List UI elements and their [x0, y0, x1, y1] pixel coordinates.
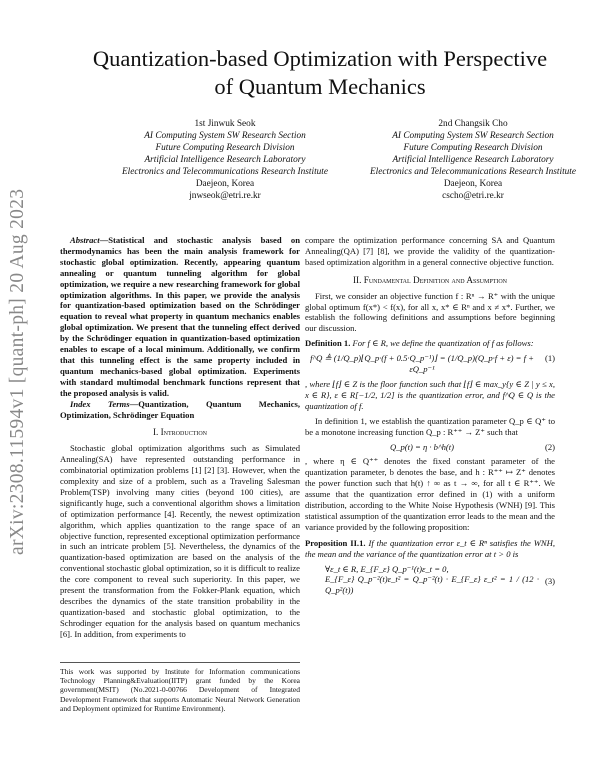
equation-1	[305, 353, 555, 375]
author-affiliation: AI Computing System SW Research Section	[144, 131, 306, 141]
title-line-1: Quantization-based Optimization with Perspective	[92, 46, 548, 71]
author-email: jnwseok@etri.re.kr	[189, 191, 261, 201]
proposition-label: Proposition II.1.	[305, 537, 366, 548]
equation-1-number: (1)	[544, 353, 555, 364]
paper-title	[50, 45, 590, 101]
author-affiliation: Artificial Intelligence Research Laboratory	[392, 155, 554, 165]
author-affiliation: Future Computing Research Division	[155, 143, 295, 153]
definition-1-label: Definition 1.	[305, 338, 351, 349]
intro-continuation: compare the optimization performance concerning SA and Quantum Annealing(QA) [7] [8], we provide the validity of the quantization-based optimization algorithm in a general connective objective function.	[305, 235, 555, 267]
abstract-label: Abstract	[70, 235, 100, 245]
equation-3	[305, 564, 555, 597]
equation-1-explanation: , where ⌊f⌋ ∈ Z is the floor function such that ⌊f⌋ ∈ max_y{y ∈ Z | y ≤ x, x ∈ R}, ε ∈ R[−1/2, 1/2] is the quantization error, and f^Q ∈ Q is the quantization of f.	[305, 378, 555, 411]
left-column	[60, 235, 300, 640]
author-name: 1st Jinwuk Seok	[194, 119, 256, 129]
author-email: cscho@etri.re.kr	[442, 191, 504, 201]
equation-2	[305, 442, 555, 453]
title-line-2: of Quantum Mechanics	[214, 74, 426, 99]
author-affiliation: AI Computing System SW Research Section	[392, 131, 554, 141]
section-heading-introduction: I. Introduction	[152, 427, 208, 438]
equation-1-body: f^Q ≜ (1/Q_p)⌊Q_p·(f + 0.5·Q_p⁻¹)⌋ = (1/Q_p)(Q_p·f + ε) = f + εQ_p⁻¹	[310, 353, 534, 375]
abstract	[60, 235, 300, 399]
proposition-2-1	[305, 538, 555, 560]
definition-1-text: For f ∈ R, we define the quantization of f as follows:	[352, 338, 534, 349]
author-affiliation: Future Computing Research Division	[403, 143, 543, 153]
equation-3-number: (3)	[544, 575, 555, 586]
definition-1-discussion: In definition 1, we establish the quantization parameter Q_p ∈ Q⁺ to be a monotone increasing function Q_p : R⁺⁺ → Z⁺ such that	[305, 415, 555, 437]
definition-1	[305, 338, 555, 349]
abstract-text: —Statistical and stochastic analysis based on thermodynamics has been the main analysis framework for stochastic global optimization. Recently, appearing quantum annealing or quantum tunneling algorithm for global optimization, we require a new researching framework for global optimization algorithms. In this paper, we provide the analysis for quantization-based optimization based on the Schrödinger equation to reveal what property in quantum mechanics enables global optimization. We present that the tunneling effect derived by the Schrödinger equation in quantization-based optimization enables to escape of a local minimum. Additionally, we confirm that this tunneling effect is the same property included in quantum mechanics-based global optimization. Experiments with standard multimodal benchmark functions represent that the proposed analysis is valid.	[60, 235, 300, 398]
equation-2-explanation: , where η ∈ Q⁺⁺ denotes the fixed constant parameter of the quantization parameter, b denotes the base, and h : R⁺⁺ ↦ Z⁺ denotes the power function such that h(t) ↑ ∞ as t → ∞, for all t ∈ R⁺⁺. We assume that the quantization error defined in (1) with a uniform distribution, according to the White Noise Hypothesis (WNH) [9]. This statistical assumption of the quantization error leads to the mean and the variance provided by the following proposition:	[305, 456, 555, 532]
section-heading-fundamentals: II. Fundamental Definition and Assumption	[353, 274, 507, 285]
equation-3-line-1: ∀ε_t ∈ R, E_{F_ε} Q_p⁻¹(t)ε_t = 0,	[325, 563, 449, 574]
author-city: Daejeon, Korea	[443, 179, 503, 189]
arxiv-identifier: arXiv:2308.11594v1 [quant-ph] 20 Aug 2023	[7, 188, 28, 555]
introduction-paragraph: Stochastic global optimization algorithms such as Simulated Annealing(SA) have represented outstanding performance in combinatorial optimization problems [1] [2] [3]. However, when the complexity and size of a problem, such as a Traveling Salesman Problem(TSP) involving many cities (beyond 100 cities), are significantly huge, such a conventional algorithm shows a limitation of optimization performance [4]. Recently, the newest optimization algorithm, which applies quantization to the range space of an objective function, represented exceptional optimization performance in such an intricate problem [5]. Nevertheless, the dynamics of the quantization-based optimization are based on the analysis of the conventional stochastic global optimization, so it is difficult to realize the core component to reveal such superiority. In this paper, we present the transformation from the Fokker-Plank equation, which describes the dynamics of the state transition probability in the quantization-based and stochastic global optimization, to the Schrodinger equation for the analysis based on quantum mechanics [6]. In addition, from experiments to	[60, 443, 300, 639]
author-name: 2nd Changsik Cho	[438, 119, 508, 129]
proposition-text: If the quantization error ε_t ∈ Rⁿ satisfies the WNH, the mean and the variance of the quantization error at t > 0 is	[305, 537, 555, 559]
equation-3-line-2: E_{F_ε} Q_p⁻²(t)ε_t² = Q_p⁻²(t) · E_{F_ε} ε_t² = 1 / (12 · Q_p²(t))	[325, 574, 539, 596]
author-block-2	[358, 118, 588, 202]
index-terms-text: —Quantization, Quantum Mechanics, Optimization, Schrödinger Equation	[60, 398, 301, 420]
equation-2-body: Q_p(t) = η · b^h(t)	[389, 441, 455, 452]
author-affiliation: Artificial Intelligence Research Laboratory	[144, 155, 306, 165]
equation-2-number: (2)	[544, 441, 555, 452]
section2-paragraph: First, we consider an objective function f : Rⁿ → R⁺ with the unique global optimum f(x*) < f(x), for all x, x* ∈ Rⁿ and x ≠ x*. Further, we establish the following definitions and assumptions before beginning our discussion.	[305, 290, 555, 334]
author-city: Daejeon, Korea	[195, 179, 255, 189]
index-terms	[60, 399, 300, 421]
funding-footnote: This work was supported by Institute for Information communications Technology Planning&Evaluation(IITP) grant funded by the Korea government(MSIT) (No.2021-0-00766 Development of Integrated Development Framework that supports Automatic Neural Network Generation and Deployment optimized for Runtime Environment).	[60, 662, 300, 713]
author-block-1	[110, 118, 340, 202]
index-terms-label: Index Terms	[70, 398, 130, 409]
author-affiliation: Electronics and Telecommunications Research Institute	[121, 167, 329, 177]
right-column	[305, 235, 555, 600]
author-affiliation: Electronics and Telecommunications Research Institute	[369, 167, 577, 177]
